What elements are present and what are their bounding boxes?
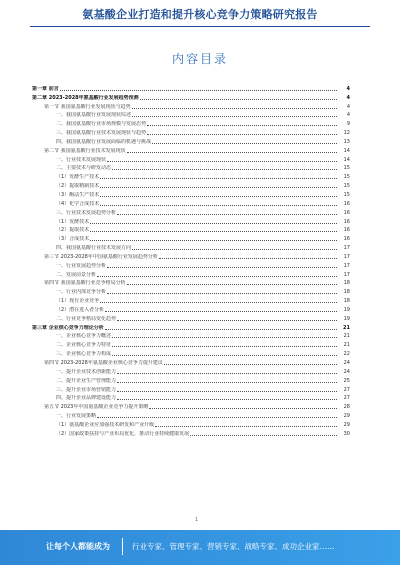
- toc-entry-label: 三、行业技术发展趋势分析: [56, 209, 117, 216]
- toc-entry-page: 18: [343, 280, 350, 287]
- toc-entry[interactable]: [32, 313, 350, 322]
- toc-entry-label: 三、企业核心竞争力构成: [56, 351, 112, 358]
- toc-entry[interactable]: [32, 198, 350, 207]
- toc-entry-label: （1）发酵技术: [56, 218, 90, 225]
- toc-entry-label: 第一章 前言: [32, 85, 59, 92]
- toc-leader-dots: [60, 89, 337, 91]
- toc-leader-dots: [140, 98, 337, 100]
- toc-entry-label: （2）提取技术: [56, 227, 90, 234]
- toc-entry-page: 24: [343, 360, 350, 366]
- toc-entry-page: 12: [343, 130, 350, 137]
- toc-entry[interactable]: [32, 189, 350, 198]
- toc-leader-dots: [159, 257, 337, 259]
- toc-entry-page: 21: [343, 342, 350, 349]
- toc-entry-page: 18: [343, 298, 350, 305]
- toc-leader-dots: [105, 310, 337, 312]
- toc-leader-dots: [105, 328, 337, 330]
- toc-leader-dots: [132, 115, 337, 117]
- toc-entry-page: 15: [343, 165, 350, 172]
- toc-entry[interactable]: [32, 118, 350, 127]
- toc-entry-page: 9: [346, 121, 350, 128]
- toc-entry-page: 14: [343, 147, 350, 154]
- toc-entry-label: 二、我国氨基酸行业市场规模与发展态势: [56, 121, 147, 128]
- toc-entry-label: 二、企业核心竞争力特征: [56, 342, 112, 349]
- toc-leader-dots: [100, 195, 337, 197]
- toc-title: 内容目录: [171, 52, 228, 66]
- footer-slogan-left: 让每个人都能成为: [46, 542, 110, 551]
- toc-entry-page: 21: [343, 333, 350, 340]
- toc-leader-dots: [132, 107, 337, 109]
- toc-leader-dots: [147, 133, 337, 135]
- toc-entry[interactable]: [32, 348, 350, 357]
- toc-entry-label: （4）化学合成技术: [56, 200, 100, 207]
- toc-entry-page: 30: [343, 430, 350, 437]
- toc-entry-label: 一、提升企业技术创新能力: [56, 368, 117, 375]
- toc-entry[interactable]: [32, 110, 350, 119]
- toc-entry[interactable]: [32, 401, 350, 410]
- footer-slogan-right: 行业专家、管理专家、营销专家、战略专家、成功企业家……: [132, 542, 335, 551]
- toc-leader-dots: [117, 319, 337, 321]
- toc-entry[interactable]: [32, 145, 350, 154]
- toc-entry-page: 14: [343, 156, 350, 163]
- toc-entry-label: 四、提升企业品牌建设能力: [56, 395, 117, 402]
- toc-leader-dots: [112, 345, 337, 347]
- toc-entry[interactable]: [32, 269, 350, 278]
- toc-entry-label: 第二节 我国氨基酸行业技术发展现状: [44, 147, 126, 154]
- toc-entry[interactable]: [32, 331, 350, 340]
- toc-leader-dots: [112, 354, 337, 356]
- toc-leader-dots: [117, 381, 337, 383]
- toc-leader-dots: [117, 213, 337, 215]
- toc-leader-dots: [107, 292, 337, 294]
- toc-leader-dots: [90, 230, 337, 232]
- toc-entry-page: 16: [343, 200, 350, 207]
- toc-entry-page: 27: [343, 395, 350, 402]
- toc-leader-dots: [147, 124, 337, 126]
- toc-entry-page: 29: [343, 421, 350, 428]
- toc-entry-page: 17: [343, 271, 350, 278]
- toc-entry[interactable]: [32, 127, 350, 136]
- toc-leader-dots: [100, 301, 337, 303]
- toc-entry-label: 三、提升企业市场营销能力: [56, 386, 117, 393]
- toc-entry-page: 25: [343, 377, 350, 384]
- toc-entry-page: 4: [346, 94, 350, 101]
- toc-entry-label: （1）氨基酸企业应加强技术研发和产业升级: [56, 421, 155, 428]
- page-number: 1: [195, 517, 199, 523]
- header-divider: [30, 26, 370, 27]
- toc-entry-page: 29: [343, 413, 350, 420]
- toc-entry-page: 13: [343, 138, 350, 145]
- toc-entry-page: 27: [343, 386, 350, 393]
- toc-leader-dots: [127, 283, 337, 285]
- toc-leader-dots: [164, 363, 337, 365]
- toc-entry-page: 24: [343, 368, 350, 375]
- toc-entry-label: 一、行业内部竞争分析: [56, 289, 107, 296]
- toc-entry[interactable]: [32, 207, 350, 216]
- toc-entry[interactable]: [32, 295, 350, 304]
- toc-entry[interactable]: [32, 92, 350, 101]
- toc-entry-label: 一、我国氨基酸行业发展现状综述: [56, 112, 132, 119]
- toc-entry-label: 第一节 我国氨基酸行业发展现状与趋势: [44, 103, 131, 110]
- toc-entry-page: 15: [343, 174, 350, 181]
- toc-leader-dots: [97, 275, 337, 277]
- document-header: [0, 0, 400, 30]
- toc-leader-dots: [132, 248, 337, 250]
- toc-entry-label: 第四节 2023-2028年氨基酸企业核心竞争力提升建议: [44, 360, 163, 366]
- toc-entry-label: 第五节 2023年中国氨基酸企业竞争力提升策略: [44, 404, 149, 411]
- toc-entry[interactable]: [32, 428, 350, 437]
- toc-entry-label: 第四节 我国氨基酸行业竞争格局分析: [44, 280, 126, 287]
- toc-entry-page: 17: [343, 262, 350, 269]
- toc-entry[interactable]: [32, 251, 350, 260]
- toc-entry-page: 19: [343, 306, 350, 313]
- toc-entry[interactable]: [32, 233, 350, 242]
- toc-entry-label: （2）国家政策扶持与产业布局优化，推动行业持续健康发展: [56, 430, 190, 437]
- toc-entry[interactable]: [32, 136, 350, 145]
- toc-entry[interactable]: [32, 384, 350, 393]
- toc-entry[interactable]: [32, 393, 350, 402]
- toc-entry[interactable]: [32, 322, 350, 331]
- toc-entry-label: 三、我国氨基酸行业技术发展现状与趋势: [56, 130, 147, 137]
- toc-entry-page: 4: [346, 85, 350, 92]
- toc-entry[interactable]: [32, 357, 350, 366]
- footer-divider: [122, 538, 123, 555]
- toc-entry-label: 四、我国氨基酸行业发展面临的机遇与挑战: [56, 138, 152, 145]
- toc-entry-label: （1）现有企业竞争: [56, 298, 100, 305]
- toc-entry-page: 15: [343, 191, 350, 198]
- toc-entry[interactable]: [32, 286, 350, 295]
- toc-leader-dots: [117, 372, 337, 374]
- toc-entry[interactable]: [32, 225, 350, 234]
- toc-entry[interactable]: [32, 339, 350, 348]
- toc-entry[interactable]: [32, 163, 350, 172]
- toc-entry[interactable]: [32, 171, 350, 180]
- toc-entry[interactable]: [32, 216, 350, 225]
- toc-leader-dots: [149, 407, 337, 409]
- toc-leader-dots: [117, 398, 337, 400]
- toc-entry-label: 一、行业技术发展现状: [56, 156, 107, 163]
- toc-leader-dots: [100, 186, 337, 188]
- toc-entry-label: 第二章 2023-2028年氨基酸行业发展趋势预测: [32, 94, 139, 101]
- toc-entry-label: 二、提升企业生产管理能力: [56, 377, 117, 384]
- toc-entry-page: 15: [343, 183, 350, 190]
- toc-entry-label: 二、发展前景分析: [56, 271, 97, 278]
- toc-entry-label: （3）合成技术: [56, 236, 90, 243]
- toc-entry[interactable]: [32, 83, 350, 92]
- toc-leader-dots: [190, 434, 337, 436]
- toc-entry-page: 4: [346, 112, 350, 119]
- toc-entry-label: 四、我国氨基酸行业技术发展方向: [56, 245, 132, 252]
- toc-leader-dots: [90, 239, 337, 241]
- toc-entry[interactable]: [32, 180, 350, 189]
- toc-entry-page: 17: [343, 245, 350, 252]
- toc-entry-page: 21: [343, 324, 350, 331]
- toc-entry-page: 28: [343, 404, 350, 411]
- toc-entry-page: 18: [343, 289, 350, 296]
- toc-entry-label: （2）提取精制技术: [56, 183, 100, 190]
- toc-leader-dots: [97, 416, 337, 418]
- toc-entry-page: 4: [346, 103, 350, 110]
- toc-leader-dots: [107, 160, 337, 162]
- toc-entry-label: 第三章 企业核心竞争力理论分析: [32, 324, 104, 331]
- toc-entry-label: 二、主要技术与研发动态: [56, 165, 112, 172]
- toc-entry-page: 17: [343, 253, 350, 260]
- toc-leader-dots: [100, 177, 337, 179]
- toc-entry-page: 19: [343, 315, 350, 322]
- toc-entry-label: （1）发酵生产技术: [56, 174, 100, 181]
- toc-leader-dots: [90, 222, 337, 224]
- toc-leader-dots: [100, 204, 337, 206]
- toc-entry-page: 16: [343, 236, 350, 243]
- toc-leader-dots: [155, 425, 337, 427]
- toc-entry-page: 22: [343, 351, 350, 358]
- toc-entry[interactable]: [32, 101, 350, 110]
- toc-entry-page: 16: [343, 218, 350, 225]
- toc-entry[interactable]: [32, 154, 350, 163]
- toc-entry[interactable]: [32, 278, 350, 287]
- toc-leader-dots: [127, 151, 337, 153]
- toc-entry-label: 一、企业核心竞争力概述: [56, 333, 112, 340]
- toc-entry-label: 一、行业发展策略: [56, 413, 97, 420]
- toc-leader-dots: [152, 142, 337, 144]
- toc-entry-page: 16: [343, 227, 350, 234]
- toc-entry[interactable]: [32, 419, 350, 428]
- toc-entry[interactable]: [32, 304, 350, 313]
- document-title: 氨基酸企业打造和提升核心竞争力策略研究报告: [82, 8, 318, 21]
- toc-entry[interactable]: [32, 242, 350, 251]
- toc-entry-label: 一、行业发展趋势分析: [56, 262, 107, 269]
- toc-leader-dots: [117, 390, 337, 392]
- toc-entry[interactable]: [32, 375, 350, 384]
- toc-entry-label: 二、行业竞争格局变化趋势: [56, 315, 117, 322]
- toc-entry[interactable]: [32, 410, 350, 419]
- toc-leader-dots: [112, 336, 337, 338]
- toc-leader-dots: [107, 266, 337, 268]
- toc-leader-dots: [112, 168, 337, 170]
- toc-entry-label: 第三节 2023-2028年中国氨基酸行业发展趋势分析: [44, 253, 158, 260]
- table-of-contents: [32, 83, 350, 437]
- toc-entry-label: （2）潜在进入者分析: [56, 306, 105, 313]
- toc-entry-page: 16: [343, 209, 350, 216]
- toc-entry-label: （3）酶法生产技术: [56, 191, 100, 198]
- toc-entry[interactable]: [32, 260, 350, 269]
- toc-entry[interactable]: [32, 366, 350, 375]
